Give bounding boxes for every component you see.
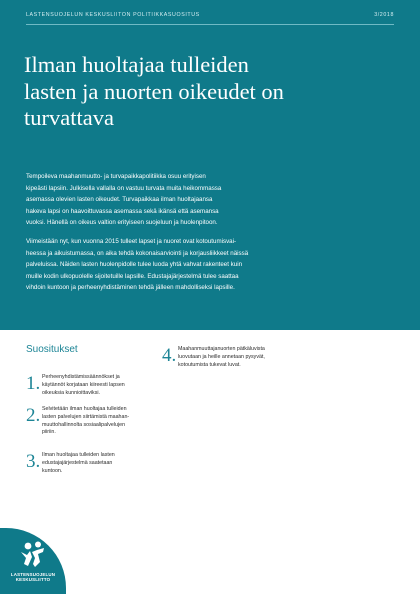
recommendation-text xyxy=(42,374,174,397)
text-line: asemassa olevien lasten oikeudet. Turvapaikkaa ilman huoltajaansa xyxy=(26,196,213,204)
document-header xyxy=(26,12,394,22)
intro-paragraph-1 xyxy=(26,171,348,229)
recommendation-text xyxy=(42,406,174,437)
text-line: vuoksi. Hänellä on oikeus valtion erityiseen suojeluun ja huolenpitoon. xyxy=(26,219,218,227)
logo-text-line: KESKUSLIITTO xyxy=(15,577,51,583)
text-line: palveluissa. Näiden lasten huolenpidolle tulee luoda yhtä vahvat rakenteet kuin xyxy=(26,261,243,269)
text-line: Viimeistään nyt, kun vuonna 2015 tulleet lapset ja nuoret ovat kotoutumisvai- xyxy=(26,237,237,245)
text-line: muille kodin ulkopuolelle sijoitetuille lapsille. Edustajajärjestelmä tulee saattaa xyxy=(26,272,239,280)
text-line: heessa ja aikuistumassa, on aika tehdä kokonaisarviointi ja korjausliikkeet näissä xyxy=(26,249,249,257)
text-line: Ilman huoltajaa tulleiden lasten xyxy=(42,452,115,458)
recommendation-number: 1. xyxy=(26,373,41,394)
title-line: turvattava xyxy=(24,105,114,130)
title-line: lasten ja nuorten oikeudet on xyxy=(24,78,284,104)
recommendation-number: 4. xyxy=(162,345,177,366)
logo-wordmark xyxy=(4,572,62,583)
text-line: kuntoon. xyxy=(42,467,63,474)
title-line: Ilman huoltajaa tulleiden xyxy=(24,52,249,77)
intro-text xyxy=(26,171,348,294)
text-line: muuttohallinnolta sosiaalipalvelujen xyxy=(42,421,126,428)
logo-text-line: LASTENSUOJELUN xyxy=(10,572,56,577)
text-line: oikeuksia kunnioittaviksi. xyxy=(42,389,100,396)
text-line: lasten palvelujen siirtämistä maahan- xyxy=(42,413,130,420)
text-line: Selvitetään ilman huoltajaa tulleiden xyxy=(42,406,127,412)
text-line: kotoutumista tukevat luvat. xyxy=(178,361,241,368)
text-line: edustajajärjestelmä saatetaan xyxy=(42,459,113,466)
issue-number: 3/2018 xyxy=(374,12,394,18)
document-title xyxy=(24,52,364,132)
text-line: luovutaan ja heille annetaan pysyvät, xyxy=(178,353,265,360)
text-line: piiriin. xyxy=(42,429,56,436)
text-line: käytännöt korjataan kiireesti lapsen xyxy=(42,381,125,388)
recommendation-number: 3. xyxy=(26,451,41,472)
text-line: kipeästi lapsiin. Julkisella vallalla on vastuu turvata muita heikommassa xyxy=(26,184,222,192)
children-figures-icon xyxy=(18,540,48,570)
text-line: Perheenyhdistämissäännökset ja xyxy=(42,374,120,380)
recommendation-number: 2. xyxy=(26,405,41,426)
recommendations-heading: Suositukset xyxy=(26,344,78,355)
intro-paragraph-2 xyxy=(26,236,402,294)
text-line: hakeva lapsi on haavoittuvassa asemassa sekä ikänsä että asemansa xyxy=(26,207,219,215)
recommendation-text xyxy=(42,452,174,475)
text-line: Maahanmuuttajanuorten pätkäluvista xyxy=(178,346,265,352)
organization-series-label: LASTENSUOJELUN KESKUSLIITON POLITIIKKASUOSITUS xyxy=(26,12,200,18)
text-line: Tempoileva maahanmuutto- ja turvapaikkapolitiikka osuu erityisen xyxy=(26,173,206,180)
header-divider xyxy=(26,24,394,25)
recommendation-text xyxy=(178,346,318,369)
organization-logo xyxy=(0,528,66,594)
text-line: vihdoin kuntoon ja perheenyhdistäminen tehdä jälleen mahdolliseksi lapsille. xyxy=(26,284,235,292)
